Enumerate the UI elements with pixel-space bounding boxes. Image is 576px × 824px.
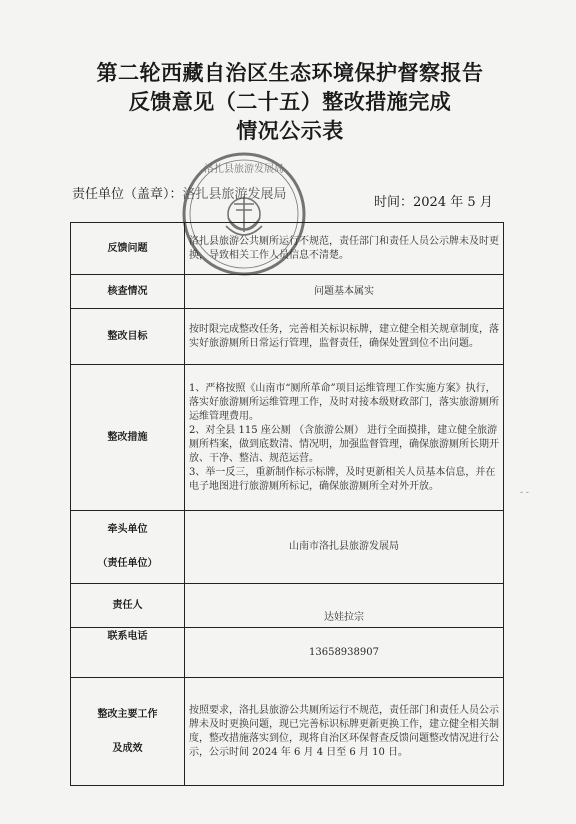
table-row (71, 275, 504, 309)
table-row (71, 511, 504, 584)
rectification-table (70, 222, 504, 786)
row-label-target: 整改目标 (71, 309, 185, 365)
main-work-label-line-2: 及成效 (112, 742, 143, 754)
row-label-verification: 核查情况 (71, 275, 185, 309)
row-content-measures (185, 365, 504, 511)
title-line-1: 第二轮西藏自治区生态环境保护督察报告 (96, 60, 484, 85)
lead-unit-label-line-2: （责任单位） (97, 558, 158, 569)
responsible-unit-value: 洛扎县旅游发展局 (182, 187, 287, 202)
date-value: 2024 年 5 月 (413, 195, 493, 210)
row-content-target: 按时限完成整改任务，完善相关标识标牌，建立健全相关规章制度，落实好旅游厕所日常运行管理，监督责任，确保处置到位不出问题。 (185, 309, 504, 365)
row-content-verification: 问题基本属实 (185, 275, 504, 309)
measure-paragraph-3: 3、举一反三，重新制作标示标牌，及时更新相关人员基本信息，并在电子地图进行旅游厕所标记，确保旅游厕所全对外开放。 (189, 466, 496, 492)
table-row (71, 628, 504, 678)
row-content-lead-unit: 山南市洛扎县旅游发展局 (185, 511, 504, 584)
table-row (71, 223, 504, 275)
row-label-main-work (71, 678, 185, 786)
row-content-phone: 13658938907 (185, 628, 504, 678)
table-row (71, 584, 504, 628)
row-content-main-work: 按照要求，洛扎县旅游公共厕所运行不规范，责任部门和责任人员公示牌未及时更换问题，现已完善标识标牌更新更换工作，建立健全相关制度，整改措施落实到位，现将自治区环保督查反馈问题整改情况进行公示，公示时间 2024 年 6 月 4 日至 6 月 10 日。 (185, 678, 504, 786)
title-line-2: 反馈意见（二十五）整改措施完成 (128, 89, 452, 114)
date-label: 时间： (374, 195, 414, 210)
table-row (71, 309, 504, 365)
main-work-label-line-1: 整改主要工作 (97, 708, 158, 720)
lead-unit-label-line-1: 牵头单位 (107, 524, 148, 535)
row-label-responsible-person: 责任人 (71, 584, 185, 628)
date-line (374, 191, 493, 210)
svg-text:洛扎县旅游发展局: 洛扎县旅游发展局 (204, 164, 284, 175)
document-title (60, 58, 520, 145)
row-label-measures: 整改措施 (71, 365, 185, 511)
row-label-phone: 联系电话 (71, 628, 185, 678)
row-content-feedback-issue: 洛扎县旅游公共厕所运行不规范，责任部门和责任人员公示牌未及时更换，导致相关工作人员信息不清楚。 (185, 223, 504, 275)
row-label-feedback-issue: 反馈问题 (71, 223, 185, 275)
measure-paragraph-2: 2、对全县 115 座公厕 （含旅游公厕） 进行全面摸排，建立健全旅游厕所档案，做到底数清、情况明，加强监督管理，确保旅游厕所长期开放、干净、整洁、规范运营。 (189, 424, 499, 464)
table-row (71, 365, 504, 511)
responsible-unit-label: 责任单位（盖章）： (72, 187, 183, 202)
title-line-3: 情况公示表 (236, 118, 344, 143)
row-label-lead-unit (71, 511, 185, 584)
row-content-responsible-person: 达娃拉宗 (185, 584, 504, 628)
scan-edge-mark: - - (520, 488, 529, 498)
measure-paragraph-1: 1、严格按照《山南市“厕所革命”项目运维管理工作实施方案》执行，落实好旅游厕所运维管理工作，及时对接本级财政部门，落实旅游厕所运维管理费用。 (189, 382, 499, 422)
table-row (71, 678, 504, 786)
